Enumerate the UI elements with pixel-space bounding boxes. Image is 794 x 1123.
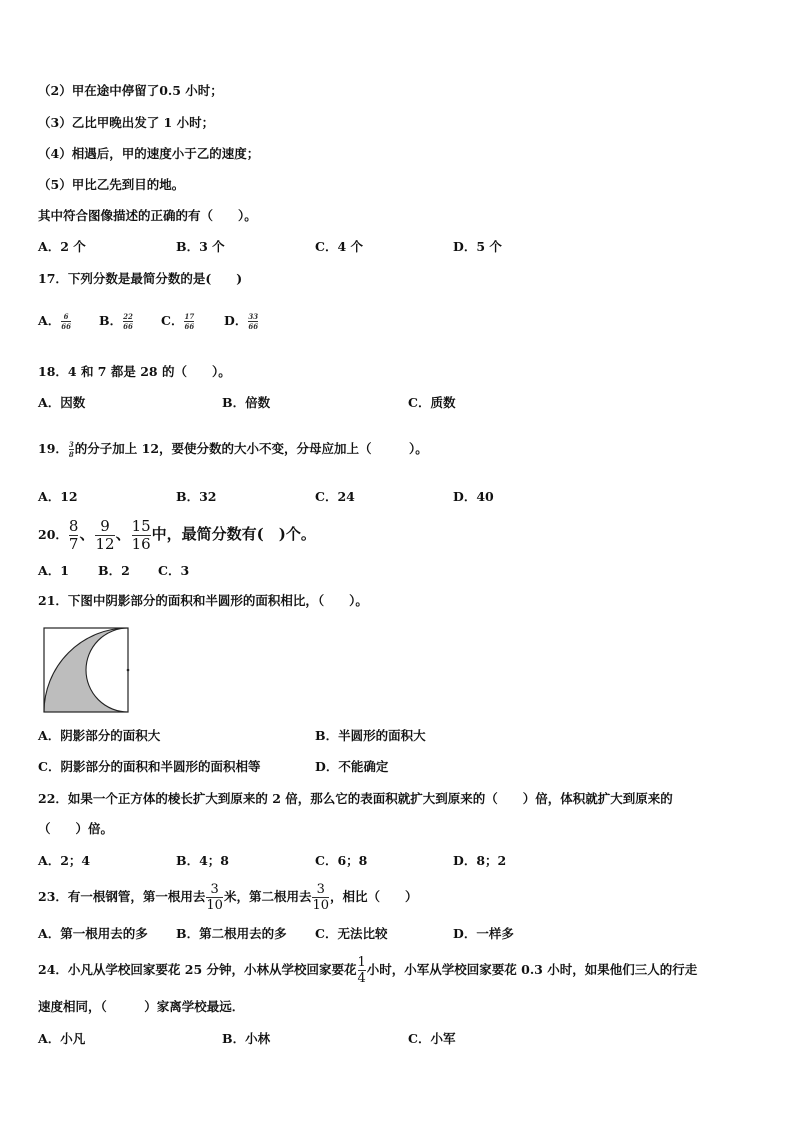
fraction-denominator: 10 (206, 898, 223, 913)
q23-text-1: 23．有一根钢管，第一根用去 (38, 889, 206, 904)
q22-stem-line-1: 22．如果一个正方体的棱长扩大到原来的 2 倍，那么它的表面积就扩大到原来的（ ）倍，体积就扩大到原来的 (38, 791, 673, 806)
fraction-denominator: 12 (95, 535, 115, 553)
q24-fraction (358, 956, 366, 985)
fraction-numerator: 15 (131, 517, 151, 535)
fraction-denominator: 16 (131, 535, 151, 553)
q22-option-b: B．4；8 (176, 853, 229, 868)
fraction-denominator: 7 (68, 535, 79, 553)
q16-statement-3: （3）乙比甲晚出发了 1 小时； (38, 115, 215, 130)
fraction-numerator: 22 (123, 312, 133, 321)
q17-option-d-fraction (248, 313, 258, 330)
q24-option-c: C．小军 (408, 1031, 456, 1046)
q20-separator-1: 、 (79, 525, 95, 543)
q17-option-d-label: D． (224, 313, 248, 328)
fraction-numerator: 9 (100, 517, 110, 535)
q17-option-a-label: A． (38, 313, 61, 328)
q20-option-c: C．3 (158, 563, 190, 578)
fraction-denominator: 66 (184, 322, 195, 331)
q24-option-b: B．小林 (222, 1031, 271, 1046)
fraction-numerator: 3 (316, 882, 325, 897)
q22-option-c: C．6；8 (315, 853, 368, 868)
fraction-denominator: 10 (312, 898, 330, 913)
q16-option-b: B．3 个 (176, 239, 225, 254)
q19-text: 的分子加上 12，要使分数的大小不变，分母应加上（ ）。 (74, 441, 428, 456)
q16-option-d: D．5 个 (453, 239, 502, 254)
q21-option-c: C．阴影部分的面积和半圆形的面积相等 (38, 759, 261, 774)
q17-stem: 17．下列分数是最简分数的是( ) (38, 271, 243, 286)
q20-number: 20． (38, 527, 68, 542)
fraction-numerator: 3 (68, 440, 74, 449)
q18-stem: 18．4 和 7 都是 28 的（ ）。 (38, 364, 231, 379)
q22-option-d: D．8；2 (453, 853, 507, 868)
q21-option-a: A．阴影部分的面积大 (38, 728, 161, 743)
fraction-numerator: 8 (68, 517, 79, 535)
q23-stem (38, 878, 418, 916)
q17-option-a-fraction (61, 313, 71, 330)
q17-option-b (99, 312, 134, 330)
q23-option-d: D．一样多 (453, 926, 514, 941)
q20-separator-2: 、 (115, 525, 131, 543)
q23-fraction-1 (206, 883, 223, 912)
q20-option-a: A．1 (38, 563, 69, 578)
q23-fraction-2 (312, 883, 329, 912)
q24-stem-line-2: 速度相同，（ ）家离学校最远． (38, 999, 245, 1014)
q19-option-b: B．32 (176, 489, 217, 504)
q18-option-a: A．因数 (38, 395, 86, 410)
q19-fraction (69, 441, 74, 458)
q22-stem-line-2: （ ）倍。 (38, 821, 114, 836)
q18-option-c: C．质数 (408, 395, 456, 410)
q20-fraction-1 (69, 519, 79, 552)
q24-text-1: 24．小凡从学校回家要花 25 分钟，小林从学校回家要花 (38, 962, 357, 977)
q20-text: 中，最简分数有( )个。 (151, 525, 316, 543)
q20-fraction-2 (95, 519, 114, 552)
q17-option-d (224, 312, 259, 330)
q16-statement-5: （5）甲比乙先到目的地。 (38, 177, 185, 192)
q20-fraction-3 (132, 519, 151, 552)
q17-option-a (38, 312, 72, 330)
q19-option-d: D．40 (453, 489, 494, 504)
fraction-numerator: 33 (248, 312, 259, 321)
q24-stem-line-1 (38, 951, 697, 989)
fraction-denominator: 66 (61, 322, 71, 331)
q17-option-c (161, 312, 195, 330)
q17-option-c-fraction (184, 313, 194, 330)
q19-number: 19． (38, 441, 68, 456)
q23-text-2: 米，第二根用去 (223, 889, 312, 904)
q23-option-b: B．第二根用去的多 (176, 926, 287, 941)
q17-option-b-label: B． (99, 313, 123, 328)
q16-option-a: A．2 个 (38, 239, 86, 254)
q20-option-b: B．2 (98, 563, 130, 578)
q19-option-c: C．24 (315, 489, 355, 504)
q17-option-b-fraction (123, 313, 133, 330)
q19-stem (38, 440, 428, 458)
q24-text-2: 小时，小军从学校回家要花 0.3 小时，如果他们三人的行走 (366, 962, 698, 977)
q21-option-d: D．不能确定 (315, 759, 389, 774)
q21-figure (42, 626, 132, 718)
q16-statement-2: （2）甲在途中停留了0.5 小时； (38, 83, 223, 98)
q23-option-a: A．第一根用去的多 (38, 926, 148, 941)
q22-option-a: A．2；4 (38, 853, 91, 868)
fraction-denominator: 66 (248, 322, 259, 331)
fraction-numerator: 17 (184, 312, 195, 321)
fraction-numerator: 6 (63, 312, 69, 321)
q21-option-b: B．半圆形的面积大 (315, 728, 426, 743)
q23-text-3: ，相比（ ） (330, 889, 418, 904)
q16-option-c: C．4 个 (315, 239, 363, 254)
fraction-numerator: 3 (210, 882, 219, 897)
q24-option-a: A．小凡 (38, 1031, 86, 1046)
q21-stem: 21．下图中阴影部分的面积和半圆形的面积相比，（ ）。 (38, 593, 368, 608)
q17-option-c-label: C． (161, 313, 184, 328)
q20-stem (38, 516, 316, 553)
fraction-denominator: 66 (123, 322, 133, 331)
q16-stem: 其中符合图像描述的正确的有（ ）。 (38, 208, 257, 223)
square-semicircle-figure (42, 626, 132, 714)
q18-option-b: B．倍数 (222, 395, 271, 410)
q23-option-c: C．无法比较 (315, 926, 388, 941)
fraction-numerator: 1 (357, 955, 366, 970)
q16-statement-4: （4）相遇后，甲的速度小于乙的速度； (38, 146, 260, 161)
q19-option-a: A．12 (38, 489, 78, 504)
fraction-denominator: 8 (68, 450, 74, 459)
fraction-denominator: 4 (357, 971, 366, 986)
